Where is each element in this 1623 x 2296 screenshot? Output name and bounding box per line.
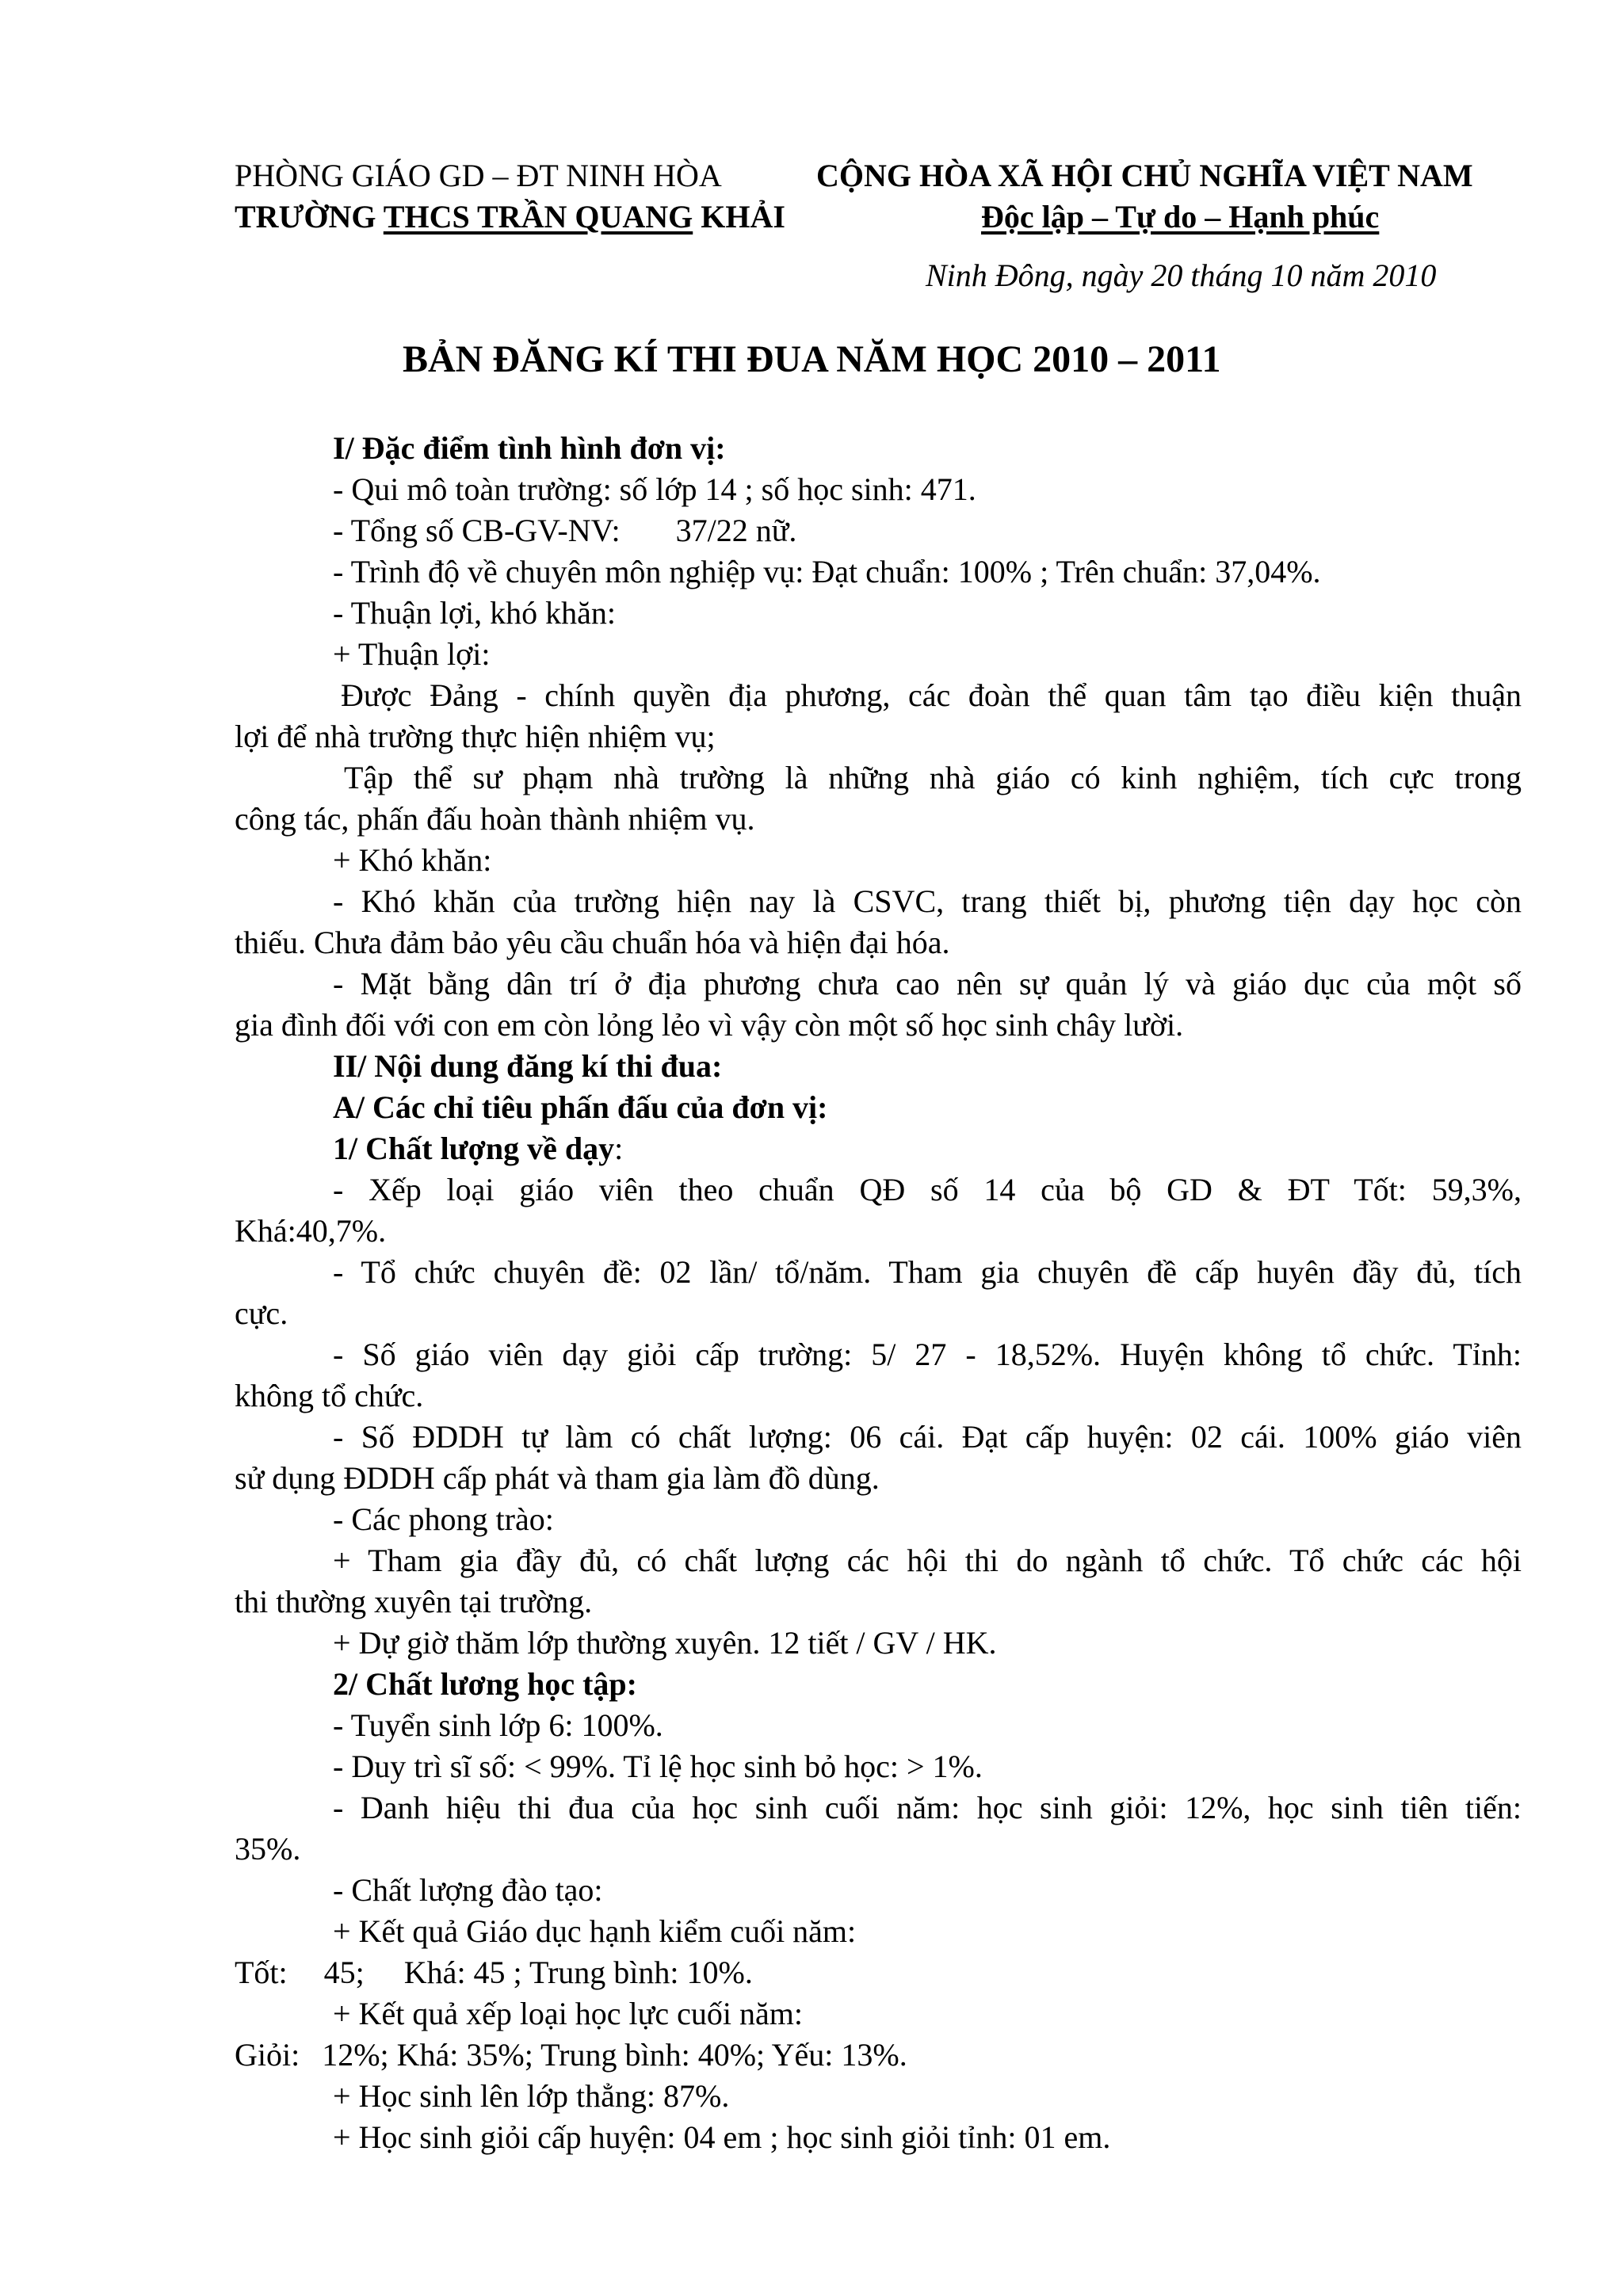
conduct-other-values: Khá: 45 ; Trung bình: 10%. [403,1955,753,1990]
text-line: cực. [235,1295,288,1331]
academic-excellent-label: Giỏi: [235,2037,300,2073]
text-line: Được Đảng - chính quyền địa phương, các đoàn thể quan tâm tạo điều kiện thuận [341,677,1522,713]
text-line: - Xếp loại giáo viên theo chuẩn QĐ số 14 của bộ GD & ĐT Tốt: 59,3%, [333,1172,1522,1207]
text-line: Khá:40,7%. [235,1213,387,1249]
text-line: - Duy trì sĩ số: < 99%. Tỉ lệ học sinh bỏ học: > 1%. [333,1749,983,1784]
school-name-underlined: THCS TRẦN QUANG [383,199,693,235]
text-line: - Số ĐDDH tự làm có chất lượng: 06 cái. Đạt cấp huyện: 02 cái. 100% giáo viên [333,1419,1522,1455]
text-line: + Dự giờ thăm lớp thường xuyên. 12 tiết / GV / HK. [333,1625,997,1661]
text-line: + Học sinh giỏi cấp huyện: 04 em ; học sinh giỏi tỉnh: 01 em. [333,2119,1111,2155]
school-name-suffix: KHẢI [693,199,785,235]
text-line: - Chất lượng đào tạo: [333,1872,603,1908]
section-1-heading: I/ Đặc điểm tình hình đơn vị: [333,430,726,466]
conduct-good-value: 45; [323,1955,365,1990]
text-line: - Tổ chức chuyên đề: 02 lần/ tổ/năm. Tham gia chuyên đề cấp huyên đầy đủ, tích [333,1254,1522,1290]
text-line: - Mặt bằng dân trí ở địa phương chưa cao nên sự quản lý và giáo dục của một số [333,966,1522,1001]
text-line: lợi để nhà trường thực hiện nhiệm vụ; [235,719,716,754]
text-line: + Tham gia đầy đủ, có chất lượng các hội thi do ngành tổ chức. Tổ chức các hội [333,1543,1522,1578]
subsection-a-heading: A/ Các chỉ tiêu phấn đấu của đơn vị: [333,1089,828,1125]
text-line: không tổ chức. [235,1378,424,1413]
text-line: - Tuyển sinh lớp 6: 100%. [333,1707,663,1743]
text-line: - Thuận lợi, khó khăn: [333,595,617,631]
section-2-heading: II/ Nội dung đăng kí thi đua: [333,1048,723,1084]
text-line: - Qui mô toàn trường: số lớp 14 ; số học sinh: 471. [333,471,976,507]
text-line: 35%. [235,1831,301,1867]
academic-values: 12%; Khá: 35%; Trung bình: 40%; Yếu: 13%. [322,2037,907,2073]
subsection-1-colon: : [614,1131,624,1166]
text-line: + Kết quả Giáo dục hạnh kiểm cuối năm: [333,1913,857,1949]
text-line [333,510,796,551]
department-name: PHÒNG GIÁO GD – ĐT NINH HÒA [235,158,722,193]
text-line: sử dụng ĐDDH cấp phát và tham gia làm đồ dùng. [235,1460,880,1496]
text-line: - Danh hiệu thi đua của học sinh cuối năm: học sinh giỏi: 12%, học sinh tiên tiến: [333,1790,1522,1825]
staff-count-label: - Tổng số CB-GV-NV: [333,513,621,548]
document-date: Ninh Đông, ngày 20 tháng 10 năm 2010 [926,257,1437,293]
text-line: + Khó khăn: [333,842,492,878]
text-line: - Trình độ về chuyên môn nghiệp vụ: Đạt chuẩn: 100% ; Trên chuẩn: 37,04%. [333,554,1321,589]
text-line: thi thường xuyên tại trường. [235,1584,593,1619]
text-line: - Số giáo viên dạy giỏi cấp trường: 5/ 27 - 18,52%. Huyện không tổ chức. Tỉnh: [333,1337,1522,1372]
subsection-1-heading [333,1128,623,1169]
document-title: BẢN ĐĂNG KÍ THI ĐUA NĂM HỌC 2010 – 2011 [403,338,1221,380]
conduct-good-label: Tốt: [235,1955,288,1990]
subsection-2-heading: 2/ Chất lương học tập: [333,1666,637,1702]
text-line: gia đình đối với con em còn lỏng lẻo vì vậy còn một số học sinh chây lười. [235,1007,1184,1043]
text-line: - Các phong trào: [333,1501,554,1537]
text-line: thiếu. Chưa đảm bảo yêu cầu chuẩn hóa và hiện đại hóa. [235,925,950,960]
country-name: CỘNG HÒA XÃ HỘI CHỦ NGHĨA VIỆT NAM [816,158,1473,193]
national-motto: Độc lập – Tự do – Hạnh phúc [981,199,1380,235]
text-line: công tác, phấn đấu hoàn thành nhiệm vụ. [235,801,755,837]
school-name-prefix: TRƯỜNG [235,199,384,235]
text-line: - Khó khăn của trường hiện nay là CSVC, trang thiết bị, phương tiện dạy học còn [333,883,1522,919]
text-line: + Học sinh lên lớp thẳng: 87%. [333,2078,730,2114]
subsection-1-title: 1/ Chất lượng về dạy [333,1131,615,1166]
text-line: + Kết quả xếp loại học lực cuối năm: [333,1996,803,2031]
staff-count-value: 37/22 nữ. [675,513,797,548]
text-line: Tập thể sư phạm nhà trường là những nhà giáo có kinh nghiệm, tích cực trong [344,760,1522,795]
academic-results-line [235,2035,907,2076]
text-line: + Thuận lợi: [333,636,491,672]
school-name [235,196,785,238]
conduct-results-line [235,1952,753,1993]
